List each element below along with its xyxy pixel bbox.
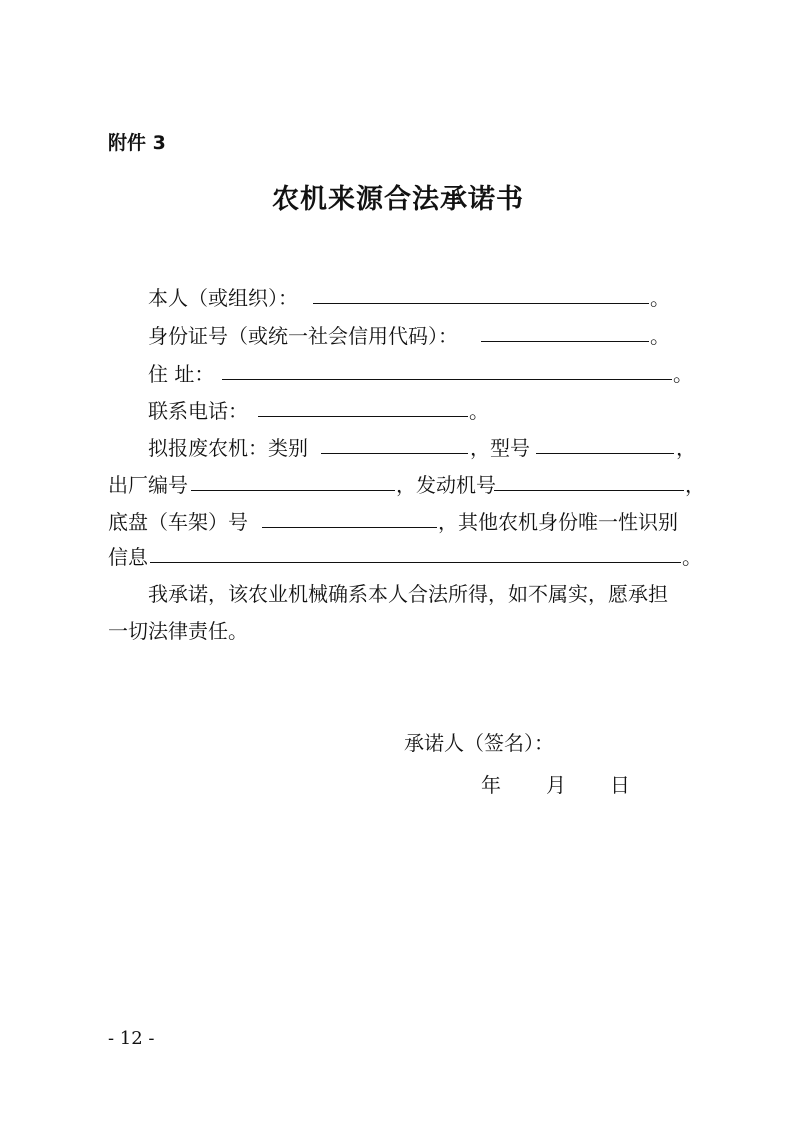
signature-label: 承诺人（签名）：: [404, 731, 554, 755]
info-label: 信息: [108, 545, 148, 569]
page-number: - 12 -: [108, 1028, 155, 1049]
other-id-label: ，其他农机身份唯一性识别: [438, 510, 678, 534]
phone-period: 。: [469, 399, 489, 423]
chassis-label: 底盘（车架）号: [108, 510, 248, 534]
phone-label: 联系电话：: [148, 399, 248, 423]
engine-number-label: ，发动机号: [396, 473, 496, 497]
id-label: 身份证号（或统一社会信用代码）：: [148, 324, 458, 348]
factory-number-label: 出厂编号: [108, 473, 188, 497]
date-day: 日: [610, 773, 630, 797]
model-comma: ，: [676, 436, 696, 460]
phone-line: [258, 416, 468, 417]
factory-number-line: [191, 490, 395, 491]
engine-number-line: [494, 490, 684, 491]
id-period: 。: [650, 324, 670, 348]
machine-category-label: 拟报废农机：类别: [148, 436, 308, 460]
category-line: [321, 453, 468, 454]
name-line: [313, 303, 649, 304]
address-line: [222, 379, 672, 380]
chassis-line: [262, 527, 437, 528]
id-line: [481, 341, 649, 342]
date-year: 年: [481, 773, 501, 797]
date-month: 月: [546, 773, 566, 797]
name-label: 本人（或组织）：: [148, 286, 298, 310]
address-label: 住 址：: [148, 362, 215, 386]
address-period: 。: [673, 362, 693, 386]
model-label: ，型号: [470, 436, 530, 460]
document-title: 农机来源合法承诺书: [272, 184, 524, 215]
engine-comma: ，: [685, 473, 705, 497]
name-period: 。: [650, 286, 670, 310]
info-period: 。: [682, 545, 702, 569]
model-line: [536, 453, 674, 454]
promise-line-1: 我承诺，该农业机械确系本人合法所得，如不属实，愿承担: [148, 582, 668, 606]
attachment-label: 附件 3: [108, 132, 166, 154]
promise-line-2: 一切法律责任。: [108, 619, 248, 643]
info-line: [150, 562, 681, 563]
